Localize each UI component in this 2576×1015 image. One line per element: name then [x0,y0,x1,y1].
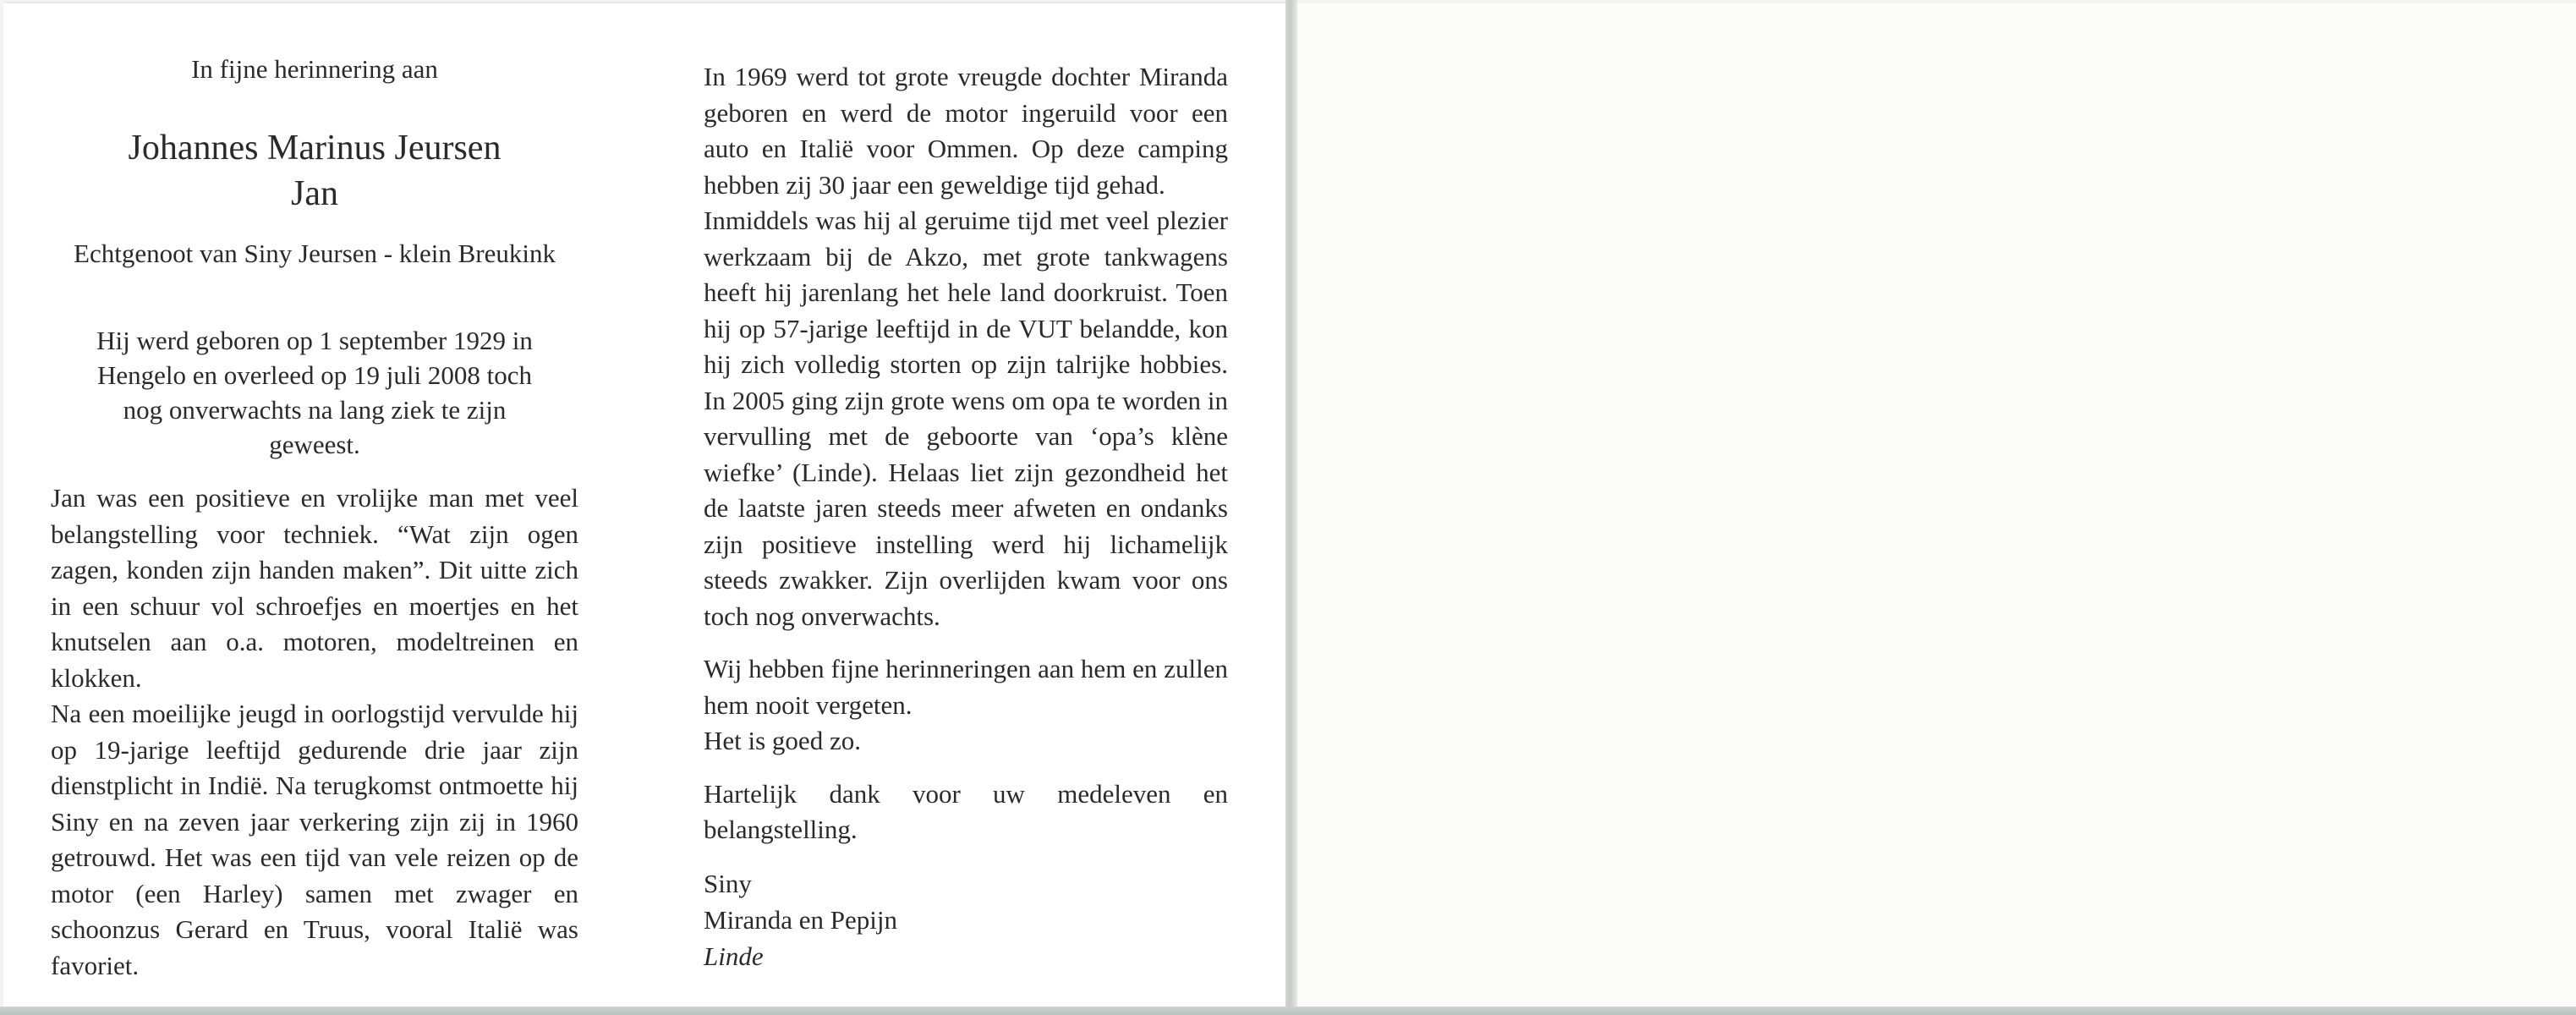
spouse-line: Echtgenoot van Siny Jeursen - klein Breukink [74,239,556,268]
deceased-nickname: Jan [291,174,338,213]
left-text-column [51,51,578,984]
life-paragraph-2: Inmiddels was hij al geruime tijd met veel plezier werkzaam bij de Akzo, met grote tankwagens heeft hij jarenlang het hele land doorkruist. Toen hij op 57-jarige leeftijd in de VUT belandde, kon hij zich volledig storten op zijn talrijke hobbies. In 2005 ging zijn grote wens om opa te worden in vervulling met de geboorte van ‘opa’s klène wiefke’ (Linde). Helaas liet zijn gezondheid het de laatste jaren steeds meer afweten en ondanks zijn positieve instelling werd hij lichamelijk steeds zwakker. Zijn overlijden kwam voor ons toch nog onverwachts. [704,206,1228,631]
thank-you-line: Hartelijk dank voor uw medeleven en belangstelling. [704,778,1228,844]
intro-line: In fijne herinnering aan [191,54,438,84]
biography-paragraph-2: Na een moeilijke jeugd in oorlogstijd vervulde hij op 19-jarige leeftijd gedurende drie jaar zijn dienstplicht in Indië. Na terugkomst ontmoette hij Siny en na zeven jaar verkering zijn zij in 1960 getrouwd. Het was een tijd van vele reizen op de motor (een Harley) samen met zwager en schoonzus Gerard en Truus, vooral Italië was favoriet. [51,699,578,980]
life-paragraph-1: In 1969 werd tot grote vreugde dochter Miranda geboren en werd de motor ingeruild voor een auto en Italië voor Ommen. Op deze camping hebben zij 30 jaar een geweldige tijd gehad. [704,62,1228,200]
birth-death-paragraph: Hij werd geboren op 1 september 1929 in Hengelo en overleed op 19 juli 2008 toch nog onverwachts na lang ziek te zijn geweest. [96,326,533,459]
biography-paragraph-1: Jan was een positieve en vrolijke man met veel belangstelling voor techniek. “Wat zijn ogen zagen, konden zijn handen maken”. Dit uitte zich in een schuur vol schroefjes en moertjes en het knutselen aan o.a. motoren, modeltreinen en klokken. [51,483,578,693]
middle-text-column [704,59,1228,974]
signature-name-2: Miranda en Pepijn [704,904,898,935]
memories-line: Wij hebben fijne herinneringen aan hem en zullen hem nooit vergeten. [704,654,1228,720]
signature-name-3: Linde [704,941,764,971]
signature-block [704,865,1228,974]
scan-bottom-edge [0,1007,2576,1015]
right-page [1297,3,2576,1007]
left-page [3,3,1285,1007]
closing-phrase: Het is goed zo. [704,726,861,755]
card-fold-gutter [1285,0,1297,1015]
deceased-full-name: Johannes Marinus Jeursen [128,129,501,167]
signature-name-1: Siny [704,868,752,898]
